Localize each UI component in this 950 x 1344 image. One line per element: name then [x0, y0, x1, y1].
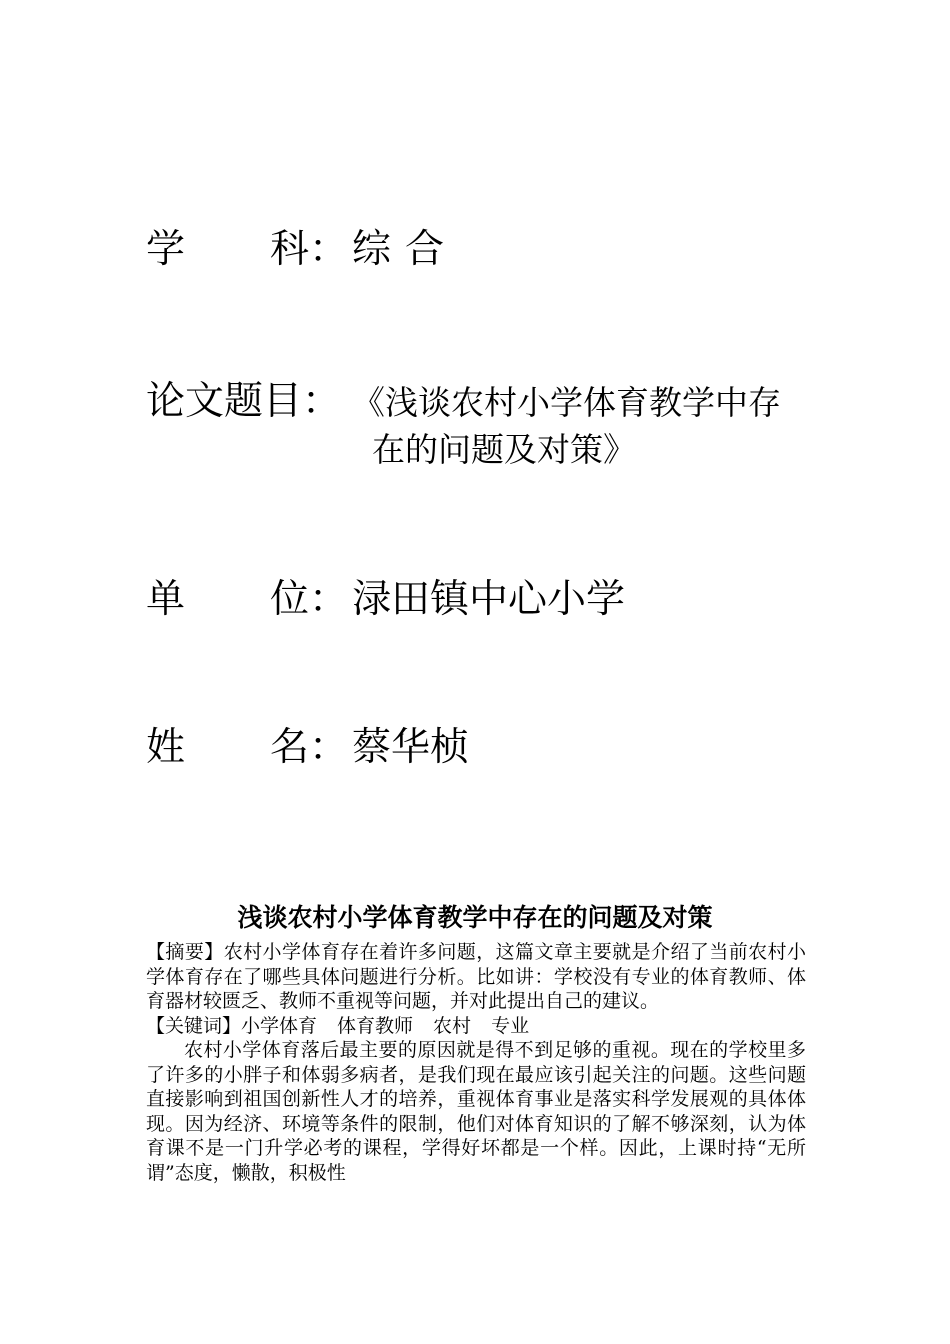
cover-name-label: [146, 722, 352, 774]
cover-title-line2: 在的问题及对策》: [372, 430, 636, 469]
name-colon: ：: [309, 725, 349, 770]
keyword-item: 体育教师: [337, 1014, 414, 1037]
keywords-label: 【关键词】: [146, 1014, 242, 1037]
keyword-item: 农村: [433, 1014, 472, 1037]
cover-name-value: 蔡华桢: [352, 725, 470, 770]
keywords-paragraph: [146, 1014, 806, 1039]
unit-colon: ：: [309, 577, 349, 622]
keyword-item: 专业: [491, 1014, 530, 1037]
cover-subject-label: [146, 224, 352, 276]
article-title: 浅谈农村小学体育教学中存在的问题及对策: [237, 903, 713, 932]
cover-unit-label: [146, 574, 352, 626]
body-paragraph-1: 农村小学体育落后最主要的原因就是得不到足够的重视。现在的学校里多了许多的小胖子和体弱多病者，是我们现在最应该引起关注的问题。这些问题直接影响到祖国创新性人才的培养，重视体育事业是落实科学发展观的具体体现。因为经济、环境等条件的限制，他们对体育知识的了解不够深刻，认为体育课不是一门升学必考的课程，学得好坏都是一个样。因此，上课时持“无所谓”态度，懒散，积极性: [146, 1039, 806, 1184]
article-body: [146, 940, 806, 1185]
keyword-item: 小学体育: [241, 1014, 318, 1037]
cover-subject-value: 综合: [352, 227, 459, 272]
subject-label-char-1: 学: [146, 227, 186, 272]
title-colon: ：: [302, 379, 342, 424]
unit-label-char-1: 单: [146, 577, 186, 622]
cover-title-label: [146, 376, 352, 428]
cover-title-line1: 《浅谈农村小学体育教学中存: [352, 383, 781, 422]
cover-unit-value: 渌田镇中心小学: [352, 577, 626, 622]
abstract-text: 农村小学体育存在着许多问题，这篇文章主要就是介绍了当前农村小学体育存在了哪些具体问题进行分析。比如讲：学校没有专业的体育教师、体育器材较匮乏、教师不重视等问题，并对此提出自己的建议。: [146, 941, 806, 1012]
name-label-char-2: 名: [270, 725, 310, 770]
subject-label-char-2: 科: [270, 227, 310, 272]
title-label-text: 论文题目: [146, 379, 303, 424]
unit-label-char-2: 位: [270, 577, 310, 622]
abstract-label: 【摘要】: [146, 941, 224, 963]
cover-subject-row: [146, 224, 458, 276]
abstract-paragraph: [146, 940, 806, 1014]
cover-name-row: [146, 722, 469, 774]
name-label-char-1: 姓: [146, 725, 186, 770]
subject-colon: ：: [309, 227, 349, 272]
cover-unit-row: [146, 574, 625, 626]
cover-title-row: [146, 376, 781, 429]
